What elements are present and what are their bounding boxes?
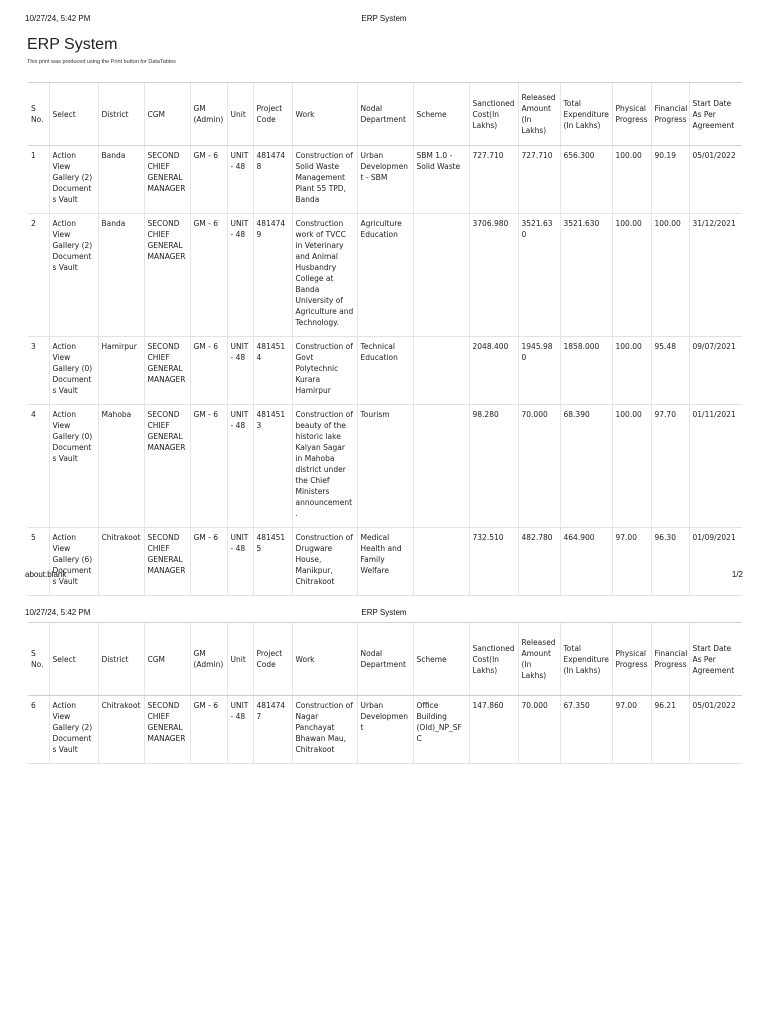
col-physical-progress-cell: 100.00 [612,214,651,337]
col-scheme-cell: SBM 1.0 - Solid Waste [413,146,469,214]
col-select-header[interactable]: Select [49,623,98,696]
col-scheme-cell [413,405,469,528]
print-note: This print was produced using the Print button for DataTables [27,59,176,65]
col-unit-cell: UNIT - 48 [227,337,253,405]
col-scheme-cell [413,214,469,337]
col-sno-cell: 2 [28,214,49,337]
col-financial-progress-header[interactable]: Financial Progress [651,623,689,696]
col-start-date-cell: 09/07/2021 [689,337,742,405]
col-sno-cell: 3 [28,337,49,405]
col-total-expenditure-header[interactable]: Total Expenditure (In Lakhs) [560,83,612,146]
col-released-amount-cell: 3521.630 [518,214,560,337]
col-cgm-cell: SECOND CHIEF GENERAL MANAGER [144,528,190,596]
col-nodal-department-cell: Technical Education [357,337,413,405]
col-physical-progress-header[interactable]: Physical Progress [612,83,651,146]
col-financial-progress-cell: 96.21 [651,696,689,764]
col-nodal-department-header[interactable]: Nodal Department [357,623,413,696]
col-work-header[interactable]: Work [292,83,357,146]
col-project-code-header[interactable]: Project Code [253,623,292,696]
col-financial-progress-cell: 90.19 [651,146,689,214]
table-row [28,528,742,596]
col-sanctioned-cost-cell: 147.860 [469,696,518,764]
col-scheme-header[interactable]: Scheme [413,83,469,146]
col-start-date-header[interactable]: Start Date As Per Agreement [689,623,742,696]
col-gm-admin-cell: GM - 6 [190,337,227,405]
print-datetime: 10/27/24, 5:42 PM [25,14,91,23]
col-sno-cell: 1 [28,146,49,214]
col-nodal-department-cell: Tourism [357,405,413,528]
table-row [28,337,742,405]
col-financial-progress-cell: 97.70 [651,405,689,528]
col-gm-admin-cell: GM - 6 [190,696,227,764]
col-district-cell: Mahoba [98,405,144,528]
col-select-cell[interactable]: Action View Gallery (0) Documents Vault [49,337,98,405]
col-physical-progress-cell: 100.00 [612,337,651,405]
table-header [28,83,742,146]
col-district-cell: Hamirpur [98,337,144,405]
col-work-cell: Construction of beauty of the historic lake Kalyan Sagar in Mahoba district under the Chief Ministers announcement. [292,405,357,528]
col-project-code-cell: 4814749 [253,214,292,337]
col-select-cell[interactable]: Action View Gallery (2) Documents Vault [49,696,98,764]
col-project-code-cell: 4814514 [253,337,292,405]
col-physical-progress-cell: 100.00 [612,405,651,528]
col-total-expenditure-cell: 464.900 [560,528,612,596]
col-district-cell: Chitrakoot [98,528,144,596]
col-sanctioned-cost-cell: 727.710 [469,146,518,214]
col-physical-progress-cell: 100.00 [612,146,651,214]
col-sanctioned-cost-cell: 2048.400 [469,337,518,405]
col-gm-admin-cell: GM - 6 [190,146,227,214]
col-nodal-department-header[interactable]: Nodal Department [357,83,413,146]
col-select-cell[interactable]: Action View Gallery (2) Documents Vault [49,146,98,214]
col-start-date-cell: 01/09/2021 [689,528,742,596]
col-nodal-department-cell: Urban Development [357,696,413,764]
col-cgm-cell: SECOND CHIEF GENERAL MANAGER [144,337,190,405]
col-released-amount-cell: 727.710 [518,146,560,214]
projects-table-page-2 [28,622,742,764]
col-nodal-department-cell: Urban Development - SBM [357,146,413,214]
col-cgm-header[interactable]: CGM [144,623,190,696]
table-body [28,696,742,764]
col-released-amount-header[interactable]: Released Amount (In Lakhs) [518,623,560,696]
col-financial-progress-header[interactable]: Financial Progress [651,83,689,146]
col-gm-admin-cell: GM - 6 [190,528,227,596]
print-title: ERP System [361,608,407,617]
table-row [28,696,742,764]
col-scheme-header[interactable]: Scheme [413,623,469,696]
col-start-date-cell: 05/01/2022 [689,696,742,764]
col-released-amount-header[interactable]: Released Amount (In Lakhs) [518,83,560,146]
col-district-header[interactable]: District [98,623,144,696]
col-financial-progress-cell: 95.48 [651,337,689,405]
col-unit-header[interactable]: Unit [227,83,253,146]
col-select-cell[interactable]: Action View Gallery (2) Documents Vault [49,214,98,337]
col-sno-header[interactable]: S No. [28,623,49,696]
col-unit-cell: UNIT - 48 [227,528,253,596]
print-datetime: 10/27/24, 5:42 PM [25,608,91,617]
projects-table [28,82,742,596]
col-gm-admin-cell: GM - 6 [190,405,227,528]
col-released-amount-cell: 482.780 [518,528,560,596]
col-gm-admin-cell: GM - 6 [190,214,227,337]
col-project-code-cell: 4814513 [253,405,292,528]
col-unit-cell: UNIT - 48 [227,696,253,764]
col-cgm-cell: SECOND CHIEF GENERAL MANAGER [144,146,190,214]
col-project-code-cell: 4814515 [253,528,292,596]
col-sanctioned-cost-cell: 98.280 [469,405,518,528]
col-sno-cell: 5 [28,528,49,596]
col-gm-admin-header[interactable]: GM (Admin) [190,83,227,146]
table-row [28,214,742,337]
col-total-expenditure-header[interactable]: Total Expenditure (In Lakhs) [560,623,612,696]
col-work-cell: Construction of Nagar Panchayat Bhawan Mau, Chitrakoot [292,696,357,764]
col-district-cell: Banda [98,214,144,337]
col-sno-header[interactable]: S No. [28,83,49,146]
col-sanctioned-cost-cell: 732.510 [469,528,518,596]
col-nodal-department-cell: Medical Health and Family Welfare [357,528,413,596]
col-select-header[interactable]: Select [49,83,98,146]
col-unit-cell: UNIT - 48 [227,405,253,528]
col-total-expenditure-cell: 656.300 [560,146,612,214]
col-unit-cell: UNIT - 48 [227,214,253,337]
col-cgm-cell: SECOND CHIEF GENERAL MANAGER [144,405,190,528]
page-title: ERP System [27,36,118,53]
col-sanctioned-cost-header[interactable]: Sanctioned Cost(In Lakhs) [469,623,518,696]
col-work-cell: Construction of Govt Polytechnic Kurara Hamirpur [292,337,357,405]
col-physical-progress-cell: 97.00 [612,528,651,596]
col-cgm-cell: SECOND CHIEF GENERAL MANAGER [144,214,190,337]
col-financial-progress-cell: 96.30 [651,528,689,596]
page-number: 1/2 [731,570,743,579]
col-cgm-cell: SECOND CHIEF GENERAL MANAGER [144,696,190,764]
col-total-expenditure-cell: 3521.630 [560,214,612,337]
col-physical-progress-header[interactable]: Physical Progress [612,623,651,696]
col-district-header[interactable]: District [98,83,144,146]
col-cgm-header[interactable]: CGM [144,83,190,146]
col-project-code-header[interactable]: Project Code [253,83,292,146]
print-url: about:blank [25,570,67,579]
col-physical-progress-cell: 97.00 [612,696,651,764]
col-unit-header[interactable]: Unit [227,623,253,696]
col-scheme-cell [413,337,469,405]
col-sanctioned-cost-header[interactable]: Sanctioned Cost(In Lakhs) [469,83,518,146]
col-work-cell: Construction of Solid Waste Management Plant 55 TPD, Banda [292,146,357,214]
col-project-code-cell: 4814747 [253,696,292,764]
col-work-cell: Construction of Drugware House, Manikpur, Chitrakoot [292,528,357,596]
col-scheme-cell: Office Building (Old)_NP_SFC [413,696,469,764]
col-released-amount-cell: 1945.980 [518,337,560,405]
col-sno-cell: 6 [28,696,49,764]
table-row [28,405,742,528]
table-header [28,623,742,696]
col-sno-cell: 4 [28,405,49,528]
col-gm-admin-header[interactable]: GM (Admin) [190,623,227,696]
table-body [28,146,742,596]
table-row [28,146,742,214]
col-select-cell[interactable]: Action View Gallery (0) Documents Vault [49,405,98,528]
print-title: ERP System [361,14,407,23]
col-unit-cell: UNIT - 48 [227,146,253,214]
col-start-date-cell: 05/01/2022 [689,146,742,214]
col-nodal-department-cell: Agriculture Education [357,214,413,337]
col-select-cell[interactable]: Action View Gallery (6) Documents Vault [49,528,98,596]
col-total-expenditure-cell: 1858.000 [560,337,612,405]
col-start-date-header[interactable]: Start Date As Per Agreement [689,83,742,146]
col-start-date-cell: 31/12/2021 [689,214,742,337]
col-total-expenditure-cell: 68.390 [560,405,612,528]
col-total-expenditure-cell: 67.350 [560,696,612,764]
col-released-amount-cell: 70.000 [518,696,560,764]
col-work-cell: Construction work of TVCC in Veterinary and Animal Husbandry College at Banda University of Agriculture and Technology. [292,214,357,337]
col-start-date-cell: 01/11/2021 [689,405,742,528]
col-district-cell: Chitrakoot [98,696,144,764]
col-work-header[interactable]: Work [292,623,357,696]
col-scheme-cell [413,528,469,596]
col-released-amount-cell: 70.000 [518,405,560,528]
col-district-cell: Banda [98,146,144,214]
col-project-code-cell: 4814748 [253,146,292,214]
col-financial-progress-cell: 100.00 [651,214,689,337]
col-sanctioned-cost-cell: 3706.980 [469,214,518,337]
